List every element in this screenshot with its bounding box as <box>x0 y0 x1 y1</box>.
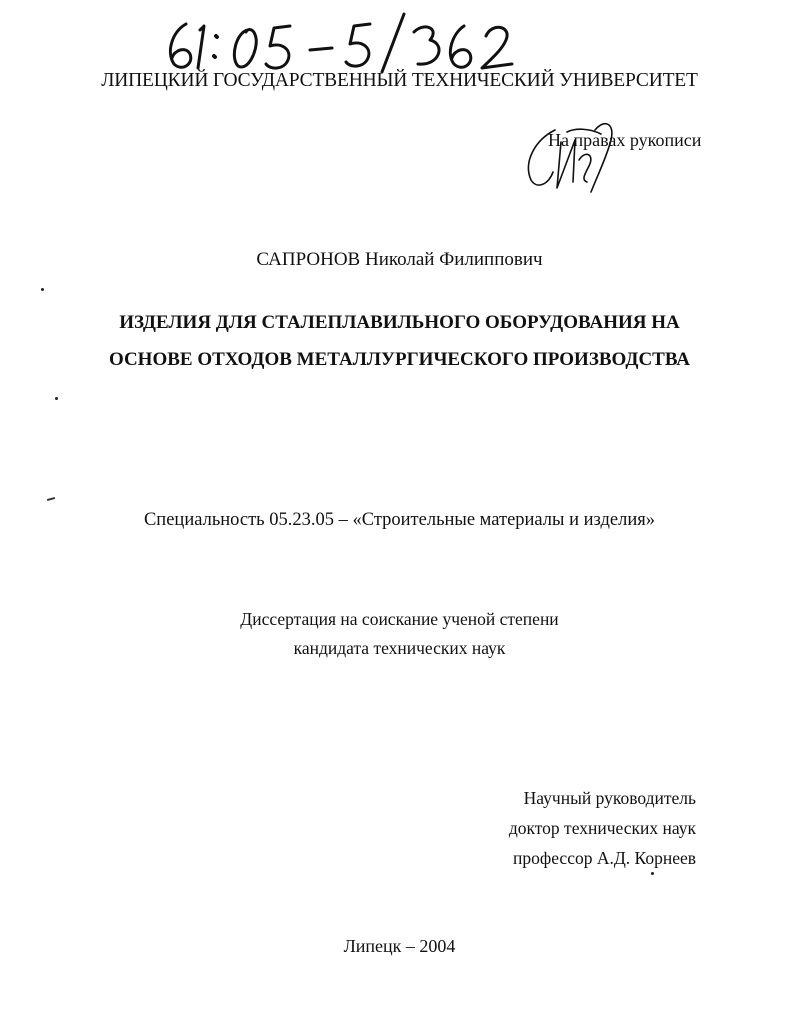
scan-speck <box>651 872 654 875</box>
signature-scribble <box>515 110 625 200</box>
dissertation-line-1: Диссертация на соискание ученой степени <box>240 609 559 629</box>
university-name: ЛИПЕЦКИЙ ГОСУДАРСТВЕННЫЙ ТЕХНИЧЕСКИЙ УНИВЕРСИТЕТ <box>101 70 698 91</box>
city-year: Липецк – 2004 <box>343 936 456 956</box>
manuscript-note: На правах рукописи <box>548 130 702 150</box>
handwritten-archive-number <box>160 10 520 76</box>
author-name: САПРОНОВ Николай Филиппович <box>256 249 543 270</box>
advisor-name: профессор А.Д. Корнеев <box>513 848 696 868</box>
title-line-1: ИЗДЕЛИЯ ДЛЯ СТАЛЕПЛАВИЛЬНОГО ОБОРУДОВАНИЯ НА <box>119 312 680 333</box>
advisor-role: Научный руководитель <box>523 788 696 808</box>
scan-speck <box>47 497 55 501</box>
title-line-2: ОСНОВЕ ОТХОДОВ МЕТАЛЛУРГИЧЕСКОГО ПРОИЗВОДСТВА <box>108 349 691 370</box>
advisor-degree: доктор технических наук <box>508 818 696 838</box>
dissertation-line-2: кандидата технических наук <box>293 638 506 658</box>
scan-speck <box>41 288 44 291</box>
specialty: Специальность 05.23.05 – «Строительные материалы и изделия» <box>143 510 656 530</box>
scan-speck <box>55 397 58 400</box>
